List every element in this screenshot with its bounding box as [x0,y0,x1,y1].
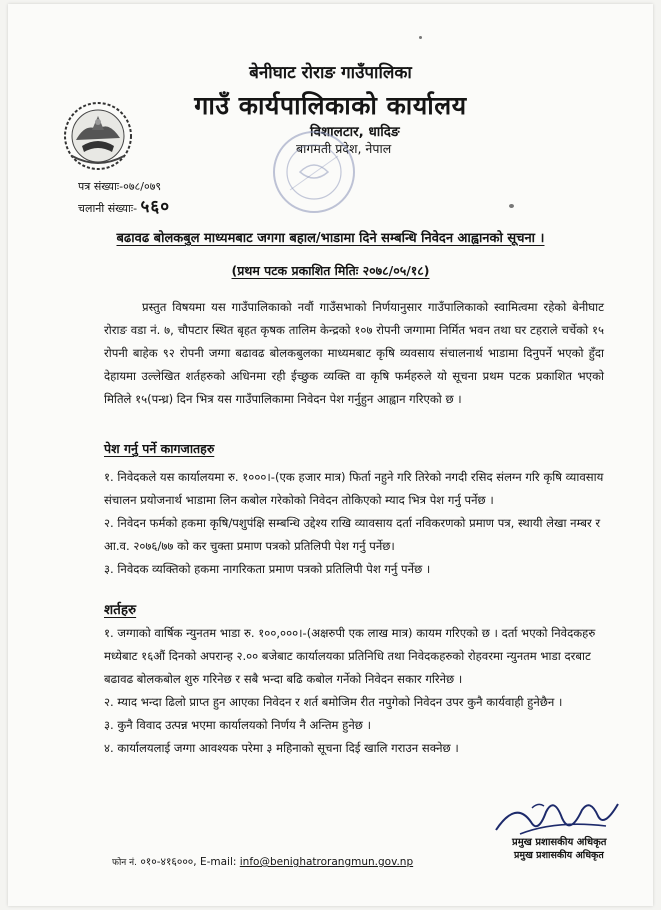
list-item: १. जग्गाको वार्षिक न्युनतम भाडा रु. १००,०००।-(अक्षरुपी एक लाख मात्र) कायम गरिएको छ । दर्ता भएको निवेदकहरु मध्येबाट १६औं दिनको अपरान्ह २.०० बजेबाट कार्यालयका प्रतिनिधि तथा निवेदकहरुको रोहवरमा न्युनतम भाडा दरबाट बढावढ बोलकबोल शुरु गरिनेछ र सबै भन्दा बढि कबोल गर्नेको निवेदन सकार गरिनेछ । [104,626,596,686]
notice-body: प्रस्तुत विषयमा यस गाउँपालिकाको नवौं गाउँसभाको निर्णयानुसार गाउँपालिकाको स्वामित्वमा रहेको बेनीघाट रोराङ वडा नं. ७, चौपटार स्थित बृहत कृषक तालिम केन्द्रको १०७ रोपनी जग्गामा निर्मित भवन तथा घर टहराले चर्चेको १५ रोपनी बाहेक ९२ रोपनी जग्गा बढावढ बोलकबुलका माध्यमबाट कृषि व्यवसाय संचालनार्थ भाडामा दिनुपर्ने भएको हुँदा देहायमा उल्लेखित शर्तहरुको अधिनमा रही ईच्छुक व्यक्ति वा कृषि फर्महरुले यो सूचना प्रथम पटक प्रकाशित भएको मितिले १५(पन्ध्र) दिन भित्र यस गाउँपालिकामा निवेदन पेश गर्नुहुन आह्वान गरिएको छ । [104,300,604,406]
footer-contact: फोन नं. ०१०-४१६०००, E-mail: info@benighatrorangmun.gov.np [112,856,414,868]
notice-subtitle [0,262,661,279]
dispatch-number-value: ५६० [140,197,171,217]
documents-heading: पेश गर्नु पर्ने कागजातहरु [104,441,215,456]
email-link[interactable]: info@benighatrorangmun.gov.np [239,856,414,868]
office-name: गाउँ कार्यपालिकाको कार्यालय [194,91,467,120]
list-item: ३. कुनै विवाद उत्पन्न भएमा कार्यालयको निर्णय नै अन्तिम हुनेछ । [104,718,371,732]
dispatch-number-line [78,194,170,217]
list-item: २. निवेदन फर्मको हकमा कृषि/पशुपंक्षि सम्बन्धि उद्देश्य राखि व्यावसाय दर्ता नविकरणको प्रमाण पत्र, स्थायी लेखा नम्बर र आ.व. २०७६/७७ को कर चुक्ता प्रमाण पत्रको प्रतिलिपी पेश गर्नु पर्नेछ। [104,516,601,553]
list-item: २. म्याद भन्दा ढिलो प्राप्त हुन आएका निवेदन र शर्त बमोजिम रीत नपुगेको निवेदन उपर कुनै कार्यवाही हुनेछैन । [104,695,563,709]
phone-label: फोन नं. [112,858,137,868]
phone-number: ०१०-४१६००० [140,856,194,868]
list-item: ४. कार्यालयलाई जग्गा आवश्यक परेमा ३ महिनाको सूचना दिई खालि गराउन सक्नेछ । [104,741,459,755]
signatory-name: प्रमुख प्रशासकीय अधिकृत [512,837,607,848]
scan-speck [509,204,514,208]
office-stamp [270,128,358,216]
documents-list [104,466,614,581]
conditions-list [104,622,614,760]
notice-subtitle-text: (प्रथम पटक प्रकाशित मितिः २०७८/०५/१८) [231,263,430,278]
municipality-name: बेनीघाट रोराङ गाउँपालिका [249,63,412,83]
letter-number: पत्र संख्याः-०७८/०७९ [78,180,162,193]
list-item: ३. निवेदक व्यक्तिको हकमा नागरिकता प्रमाण पत्रको प्रतिलिपी पेश गर्नु पर्नेछ । [104,562,431,576]
office-province: बागमती प्रदेश, नेपाल [296,141,392,156]
conditions-heading: शर्तहरु [104,602,137,618]
signatory-title: प्रमुख प्रशासकीय अधिकृत [514,850,604,861]
notice-title [0,228,661,246]
list-item: १. निवेदकले यस कार्यालयमा रु. १०००।-(एक हजार मात्र) फिर्ता नहुने गरि तिरेको नगदी रसिद संलग्न गरि कृषि व्यावसाय संचालन प्रयोजनार्थ भाडामा लिन कबोल गरेकोको निवेदन तोकिएको म्याद भित्र पेश गर्नु पर्नेछ । [104,470,604,507]
dispatch-number-label: चलानी संख्याः- [78,202,138,215]
notice-title-text: बढावढ बोलकबुल माध्यमबाट जगगा बहाल/भाडामा दिने सम्बन्धि निवेदन आह्वानको सूचना । [116,231,545,246]
office-place: विशालटार, धादिङ [310,124,400,140]
scan-speck [419,36,422,39]
email-label: E-mail: [199,856,237,868]
